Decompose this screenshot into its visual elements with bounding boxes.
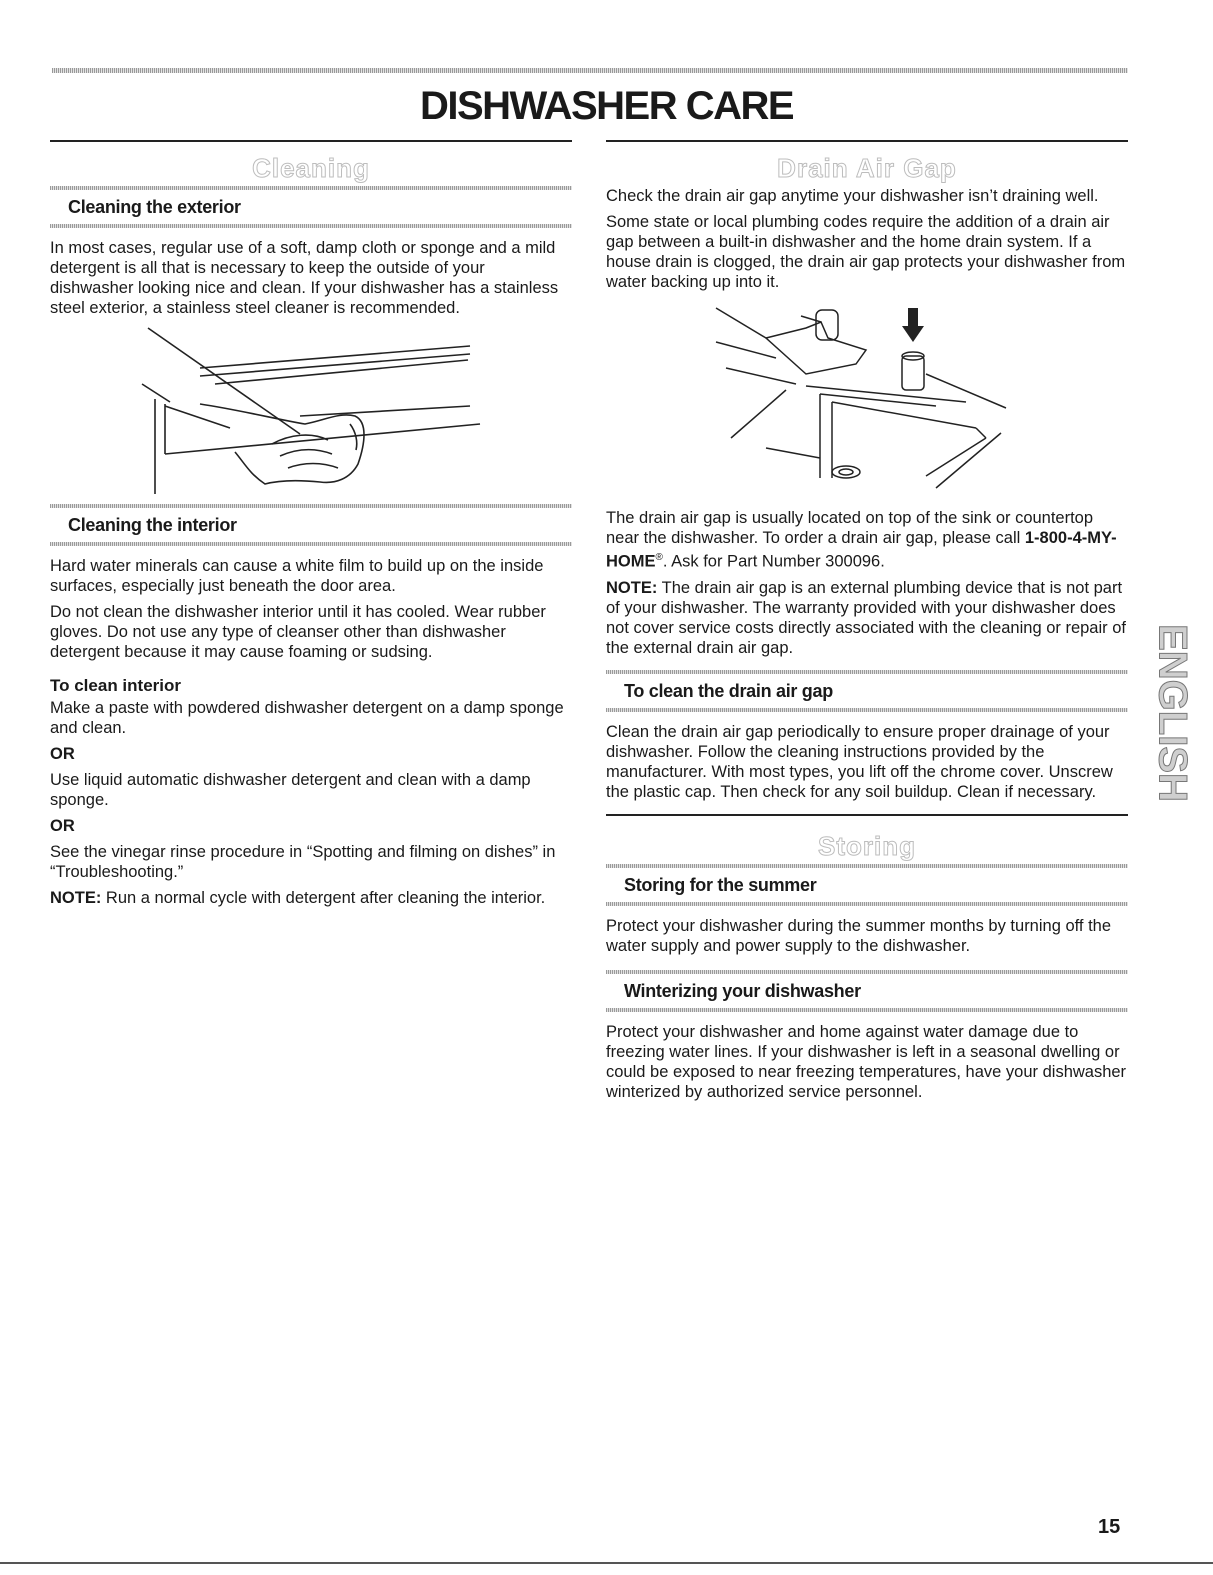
section-title-drain-air-gap: Drain Air Gap xyxy=(777,153,957,183)
interior-note xyxy=(50,888,572,908)
storing-summer-text: Protect your dishwasher during the summer months by turning off the water supply and power supply to the dishwasher. xyxy=(606,916,1112,955)
dotted-rule xyxy=(606,970,1128,974)
left-column xyxy=(50,140,572,914)
interior-step-3: See the vinegar rinse procedure in “Spotting and filming on dishes” in “Troubleshooting.” xyxy=(50,843,556,881)
heading-cleaning-interior: Cleaning the interior xyxy=(68,515,237,535)
interior-step-2: Use liquid automatic dishwasher detergent and clean with a damp sponge. xyxy=(50,771,531,809)
page-number: 15 xyxy=(1098,1516,1121,1538)
note-text: The drain air gap is an external plumbing device that is not part of your dishwasher. The warranty provided with your dishwasher does not cover service costs directly associated with the cleaning or repair of the external drain air gap. xyxy=(606,578,1126,657)
bottom-rule xyxy=(0,1562,1213,1564)
right-column xyxy=(606,140,1128,1108)
dotted-rule xyxy=(606,670,1128,674)
heading-winterizing: Winterizing your dishwasher xyxy=(624,980,861,1001)
dotted-rule xyxy=(50,504,572,508)
drain-air-gap-illustration xyxy=(606,298,1128,498)
heading-cleaning-exterior: Cleaning the exterior xyxy=(68,197,241,217)
dotted-rule xyxy=(606,864,1128,868)
drain-text-3-post: . Ask for Part Number 300096. xyxy=(662,552,885,571)
wiping-exterior-illustration xyxy=(50,324,572,504)
registered-mark: ® xyxy=(655,552,663,563)
heading-clean-drain-air-gap: To clean the drain air gap xyxy=(624,680,833,701)
section-rule xyxy=(50,140,572,142)
winterizing-text: Protect your dishwasher and home against water damage due to freezing water lines. If your dishwasher is left in a seasonal dwelling or could be exposed to near freezing temperatures, have your dishwasher winterized by authorized service personnel. xyxy=(606,1022,1127,1101)
top-dotted-rule xyxy=(52,68,1128,73)
drain-text-3-pre: The drain air gap is usually located on top of the sink or countertop near the dishwasher. To order a drain air gap, please call xyxy=(606,509,1094,547)
section-rule xyxy=(606,140,1128,142)
interior-text-2: Do not clean the dishwasher interior until it has cooled. Wear rubber gloves. Do not use any type of cleanser other than dishwasher detergent because it may cause foaming or sudsing. xyxy=(50,603,546,661)
dotted-rule xyxy=(606,708,1128,712)
drain-clean-text: Clean the drain air gap periodically to ensure proper drainage of your dishwasher. Follow the cleaning instructions provided by the manufacturer. With most types, you lift off the chrome cover. Unscrew the plastic cap. Then check for any soil buildup. Clean if necessary. xyxy=(606,722,1113,801)
drain-text-2: Some state or local plumbing codes require the addition of a drain air gap between a built-in dishwasher and the home drain system. If a house drain is clogged, the drain air gap protects your dishwasher from water backing up into it. xyxy=(606,213,1126,291)
interior-step-1: Make a paste with powdered dishwasher detergent on a damp sponge and clean. xyxy=(50,699,564,737)
drain-note xyxy=(606,578,1128,658)
dotted-rule xyxy=(50,542,572,546)
or-label: OR xyxy=(50,745,75,763)
exterior-text: In most cases, regular use of a soft, damp cloth or sponge and a mild detergent is all that is necessary to keep the outside of your dishwasher looking nice and clean. If your dishwasher has a stainless steel exterior, a stainless steel cleaner is recommended. xyxy=(50,239,559,317)
dotted-rule xyxy=(50,224,572,228)
interior-text-1: Hard water minerals can cause a white film to build up on the inside surfaces, especially just beneath the door area. xyxy=(50,557,544,595)
note-text: Run a normal cycle with detergent after cleaning the interior. xyxy=(101,889,546,907)
heading-storing-summer: Storing for the summer xyxy=(624,874,817,895)
side-tab-label: ENGLISH xyxy=(1150,624,1194,802)
dotted-rule xyxy=(50,186,572,190)
drain-text-1: Check the drain air gap anytime your dishwasher isn’t draining well. xyxy=(606,187,1099,205)
section-rule xyxy=(606,814,1128,816)
heading-to-clean-interior: To clean interior xyxy=(50,676,181,695)
note-label: NOTE: xyxy=(50,889,102,907)
section-title-storing: Storing xyxy=(818,830,916,861)
note-label: NOTE: xyxy=(606,578,658,597)
language-side-tab xyxy=(1146,568,1194,858)
dotted-rule xyxy=(606,902,1128,906)
dotted-rule xyxy=(606,1008,1128,1012)
drain-text-3 xyxy=(606,508,1128,572)
section-title-cleaning: Cleaning xyxy=(252,153,370,183)
or-label: OR xyxy=(50,817,75,835)
page-title: DISHWASHER CARE xyxy=(419,84,794,128)
phone-number: 1-800-4-MY-HOME xyxy=(606,529,1117,571)
